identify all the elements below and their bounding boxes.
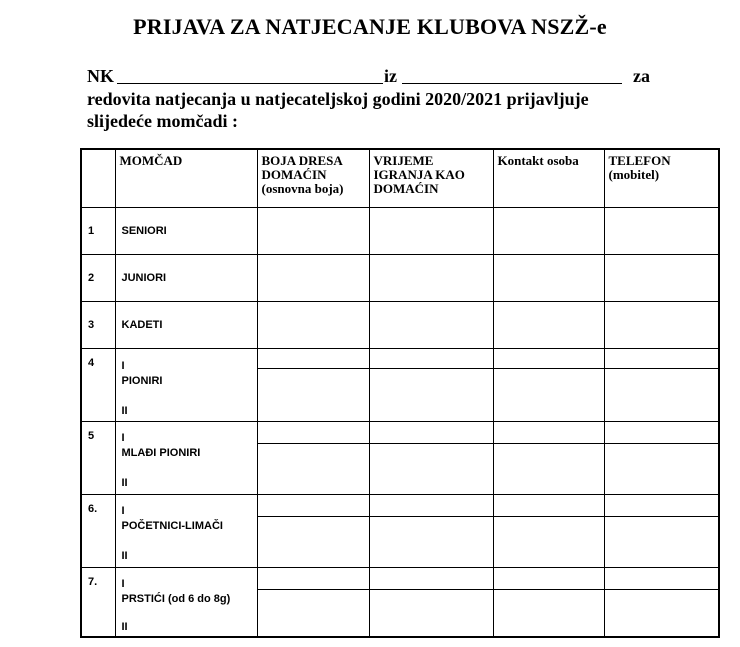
team-name-cell (115, 494, 257, 567)
table-row (81, 207, 719, 254)
row-number: 3 (81, 301, 115, 348)
jersey-color-cell[interactable] (257, 301, 369, 348)
contact-cell[interactable] (493, 301, 604, 348)
jersey-color-cell[interactable] (257, 443, 369, 494)
team-i-label: I (121, 504, 125, 517)
team-i-label: I (121, 431, 125, 444)
team-name: KADETI (115, 301, 257, 348)
row-number: 7. (81, 567, 115, 637)
registration-table (80, 148, 720, 638)
contact-cell[interactable] (493, 443, 604, 494)
header-row (81, 149, 719, 207)
team-ii-label: II (121, 476, 128, 489)
team-name-cell (115, 348, 257, 421)
team-name: JUNIORI (115, 254, 257, 301)
header-vrijeme: VRIJEME IGRANJA KAO DOMAĆIN (369, 149, 493, 207)
intro-line-2: redovita natjecanja u natjecateljskoj godini 2020/2021 prijavljuje (87, 89, 589, 109)
phone-cell[interactable] (604, 589, 719, 636)
intro-text (87, 88, 727, 132)
home-time-cell[interactable] (369, 589, 493, 636)
home-time-cell[interactable] (369, 348, 493, 368)
contact-cell[interactable] (493, 207, 604, 254)
phone-cell[interactable] (604, 301, 719, 348)
header-telefon: TELEFON (mobitel) (604, 149, 719, 207)
page-title: PRIJAVA ZA NATJECANJE KLUBOVA NSZŽ-e (133, 14, 607, 39)
team-name-cell (115, 421, 257, 494)
home-time-cell[interactable] (369, 516, 493, 567)
header-kontakt: Kontakt osoba (493, 149, 604, 207)
header-boja: BOJA DRESA DOMAĆIN (osnovna boja) (257, 149, 369, 207)
contact-cell[interactable] (493, 516, 604, 567)
team-name-cell (115, 567, 257, 637)
table-row (81, 348, 719, 368)
table-row (81, 301, 719, 348)
phone-cell[interactable] (604, 348, 719, 368)
team-name: MLAĐI PIONIRI (121, 446, 201, 459)
contact-cell[interactable] (493, 254, 604, 301)
za-label: za (633, 66, 650, 86)
nk-label: NK (87, 66, 114, 86)
team-name: PIONIRI (121, 374, 163, 387)
row-number: 4 (81, 348, 115, 421)
phone-cell[interactable] (604, 368, 719, 421)
home-time-cell[interactable] (369, 254, 493, 301)
table-row (81, 254, 719, 301)
contact-cell[interactable] (493, 494, 604, 516)
home-time-cell[interactable] (369, 301, 493, 348)
row-number: 6. (81, 494, 115, 567)
phone-cell[interactable] (604, 567, 719, 589)
jersey-color-cell[interactable] (257, 494, 369, 516)
club-name-field[interactable] (117, 83, 383, 84)
contact-cell[interactable] (493, 567, 604, 589)
team-name: SENIORI (115, 207, 257, 254)
team-name: POČETNICI-LIMAČI (121, 519, 223, 532)
table-row (81, 421, 719, 443)
phone-cell[interactable] (604, 443, 719, 494)
jersey-color-cell[interactable] (257, 516, 369, 567)
team-ii-label: II (121, 404, 128, 417)
jersey-color-cell[interactable] (257, 589, 369, 636)
row-number: 5 (81, 421, 115, 494)
home-time-cell[interactable] (369, 567, 493, 589)
table-row (81, 494, 719, 516)
jersey-color-cell[interactable] (257, 348, 369, 368)
header-momcad: MOMČAD (115, 149, 257, 207)
contact-cell[interactable] (493, 421, 604, 443)
contact-cell[interactable] (493, 589, 604, 636)
home-time-cell[interactable] (369, 443, 493, 494)
contact-cell[interactable] (493, 368, 604, 421)
team-i-label: I (121, 359, 125, 372)
club-line (87, 66, 687, 88)
jersey-color-cell[interactable] (257, 368, 369, 421)
club-place-field[interactable] (402, 83, 622, 84)
header-num (81, 149, 115, 207)
phone-cell[interactable] (604, 494, 719, 516)
phone-cell[interactable] (604, 254, 719, 301)
team-ii-label: II (121, 549, 128, 562)
team-ii-label: II (121, 620, 128, 633)
table-row (81, 567, 719, 589)
row-number: 1 (81, 207, 115, 254)
jersey-color-cell[interactable] (257, 567, 369, 589)
phone-cell[interactable] (604, 421, 719, 443)
team-name: PRSTIĆI (od 6 do 8g) (121, 592, 231, 605)
home-time-cell[interactable] (369, 207, 493, 254)
iz-label: iz (384, 66, 397, 86)
phone-cell[interactable] (604, 516, 719, 567)
team-i-label: I (121, 577, 125, 590)
contact-cell[interactable] (493, 348, 604, 368)
home-time-cell[interactable] (369, 494, 493, 516)
intro-line-3: slijedeće momčadi : (87, 111, 238, 131)
jersey-color-cell[interactable] (257, 207, 369, 254)
row-number: 2 (81, 254, 115, 301)
jersey-color-cell[interactable] (257, 421, 369, 443)
home-time-cell[interactable] (369, 368, 493, 421)
jersey-color-cell[interactable] (257, 254, 369, 301)
home-time-cell[interactable] (369, 421, 493, 443)
phone-cell[interactable] (604, 207, 719, 254)
